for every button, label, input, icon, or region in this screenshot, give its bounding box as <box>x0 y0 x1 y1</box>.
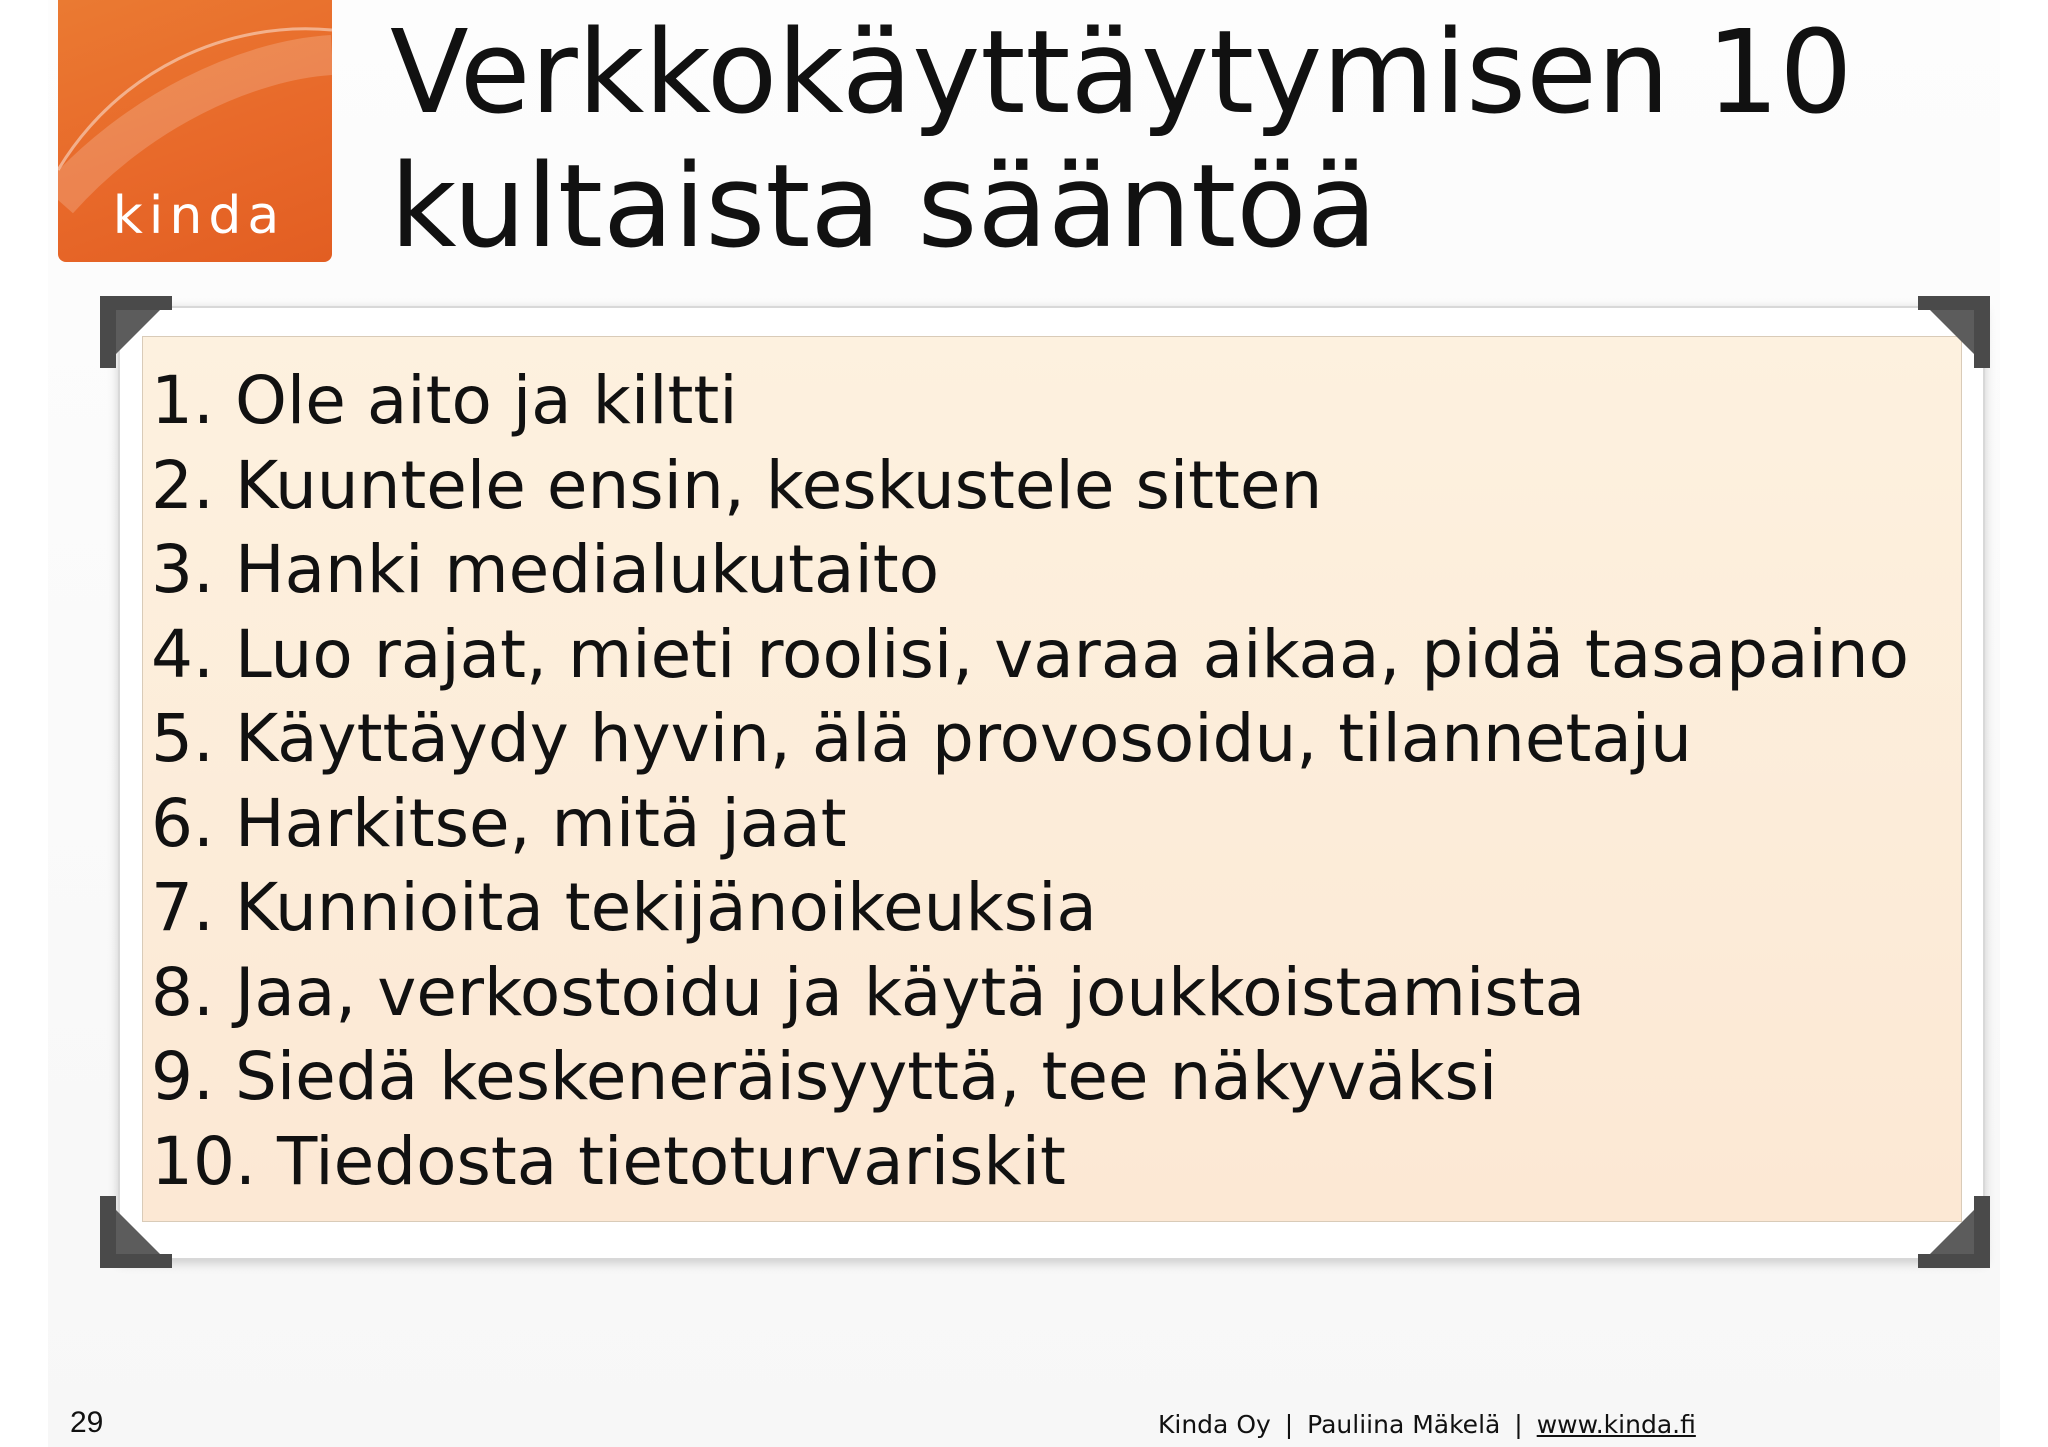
title-line-2: kultaista sääntöä <box>390 140 1378 274</box>
title-line-1: Verkkokäyttäytymisen 10 <box>390 6 1853 140</box>
list-item: 6. Harkitse, mitä jaat <box>151 784 847 862</box>
list-item: 1. Ole aito ja kiltti <box>151 362 738 439</box>
footer-separator: | <box>1514 1410 1523 1439</box>
photo-corner-top-right-icon <box>1918 296 1990 368</box>
photo-frame <box>118 306 1985 1260</box>
footer-separator: | <box>1284 1410 1294 1439</box>
photo-corner-bottom-left-icon <box>100 1196 172 1268</box>
list-item: 9. Siedä keskeneräisyyttä, tee näkyväksi <box>151 1038 1498 1115</box>
list-item: 7. Kunnioita tekijänoikeuksia <box>151 869 1097 946</box>
photo-corner-bottom-right-icon <box>1918 1196 1990 1268</box>
page-title <box>390 6 1950 274</box>
list-item: 10. Tiedosta tietoturvariskit <box>151 1122 1066 1200</box>
footer-company: Kinda Oy <box>1158 1410 1271 1439</box>
footer-website-link[interactable]: www.kinda.fi <box>1536 1410 1696 1439</box>
kinda-logo <box>58 0 332 262</box>
footer-person: Pauliina Mäkelä <box>1307 1410 1501 1439</box>
rules-list <box>151 359 1961 1204</box>
rules-panel <box>142 336 1962 1222</box>
photo-corner-top-left-icon <box>100 296 172 368</box>
page-number: 29 <box>70 1406 104 1439</box>
list-item: 3. Hanki medialukutaito <box>151 531 940 608</box>
list-item: 5. Käyttäydy hyvin, älä provosoidu, tilannetaju <box>151 700 1692 777</box>
footer <box>1158 1410 1696 1439</box>
logo-wordmark: kinda <box>112 186 286 246</box>
list-item: 2. Kuuntele ensin, keskustele sitten <box>151 446 1323 524</box>
list-item: 4. Luo rajat, mieti roolisi, varaa aikaa, pidä tasapaino <box>151 615 1909 693</box>
list-item: 8. Jaa, verkostoidu ja käytä joukkoistamista <box>151 953 1586 1031</box>
